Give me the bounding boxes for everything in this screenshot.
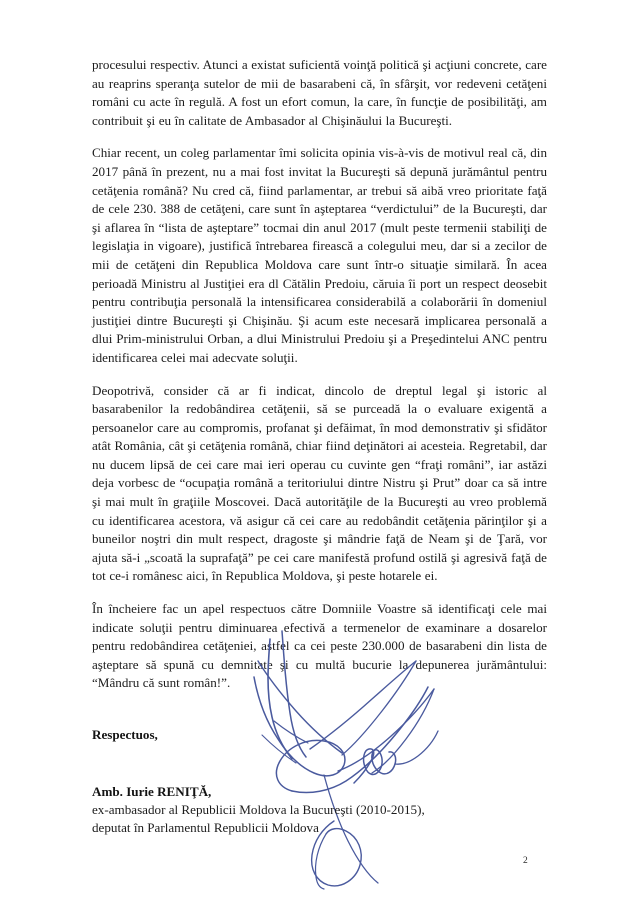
signer-role-line-2: deputat în Parlamentul Republicii Moldova: [92, 819, 319, 835]
letter-body: [92, 56, 547, 693]
paragraph-3: Deopotrivă, consider că ar fi indicat, dincolo de dreptul legal şi istoric al basarabenilor la redobândirea cetăţenii, să se purceadă la o evaluare exigentă a persoanelor care au compromis, profanat şi defăimat, în mod demonstrativ şi sfidător atât România, cât şi cetăţenia română, chiar fiind deţinători ai acesteia. Regretabil, dar nu ducem lipsă de cei care mai ieri operau cu cuvinte gen “fraţi români”, iar astăzi deja vorbesc de “ocupaţia română a teritoriului dintre Nistru şi Prut” doar ca să intre şi mai mult în graţiile Moscovei. Dacă autorităţile de la Bucureşti au vreo problemă cu identificarea acestora, vă asigur că cei care au redobândit cetăţenia părinţilor şi a buneilor noştri din mult respect, dragoste şi mândrie faţă de Neam şi de Ţară, vor ajuta să-i „scoată la suprafaţă” pe cei care manifestă profund ostilă şi agresivă faţă de tot ce-i românesc aici, în Republica Moldova, şi peste hotarele ei.: [92, 382, 547, 584]
page-number: 2: [523, 856, 528, 866]
paragraph-1: procesului respectiv. Atunci a existat suficientă voinţă politică şi acţiuni concrete, care au reaprins speranţa sutelor de mii de basarabeni că, în sfârşit, vor redeveni cetăţeni români cu acte în regulă. A fost un efort comun, la care, în funcţie de posibilităţi, am contribuit şi eu în calitate de Ambasador al Chişinăului la Bucureşti.: [92, 57, 547, 128]
closing-block: [92, 726, 492, 836]
signer-name: Amb. Iurie RENIŢĂ,: [92, 783, 212, 799]
closing-salutation: Respectuos,: [92, 727, 158, 742]
signer-role-line-1: ex-ambasador al Republicii Moldova la Bucureşti (2010-2015),: [92, 802, 425, 818]
paragraph-2: Chiar recent, un coleg parlamentar îmi solicita opinia vis-à-vis de motivul real că, din 2017 până în prezent, nu a mai fost invitat la Bucureşti să depună jurământul pentru cetăţenia română? Nu cred că, fiind parlamentar, ar trebui să aibă vreo prioritate faţă de cele 230. 388 de cetăţeni, care sunt în aşteptarea “verdictului” de la Bucureşti, dar şi aflarea în “lista de aşteptare” tocmai din anul 2017 (mult peste termenii stabiliţi de legislaţia in vigoare), justifică întrebarea firească a colegului meu, dar si a zecilor de mii de cetăţeni din Republica Moldova care sunt într-o situaţie similară. În acea perioadă Ministru al Justiţiei era dl Cătălin Predoiu, căruia îi port un respect deosebit pentru contribuţia personală la intensificarea considerabilă a colaborării în domeniul justiţiei dintre Bucureşti şi Chişinău. Şi acum este necesară implicarea personală a dlui Prim-ministrului Orban, a dlui Ministrului Predoiu şi a Preşedintelui ANC pentru identificarea celei mai adecvate soluţii.: [92, 145, 547, 365]
paragraph-4: În încheiere fac un apel respectuos către Domniile Voastre să identificaţi cele mai indicate soluţii pentru diminuarea efectivă a termenelor de examinare a dosarelor pentru redobândirea cetăţeniei, astfel ca cei peste 230.000 de basarabeni din lista de aşteptare să spună cu demnitate şi cu multă bucurie la depunerea jurământului: “Mândru că sunt român!”.: [92, 601, 547, 691]
